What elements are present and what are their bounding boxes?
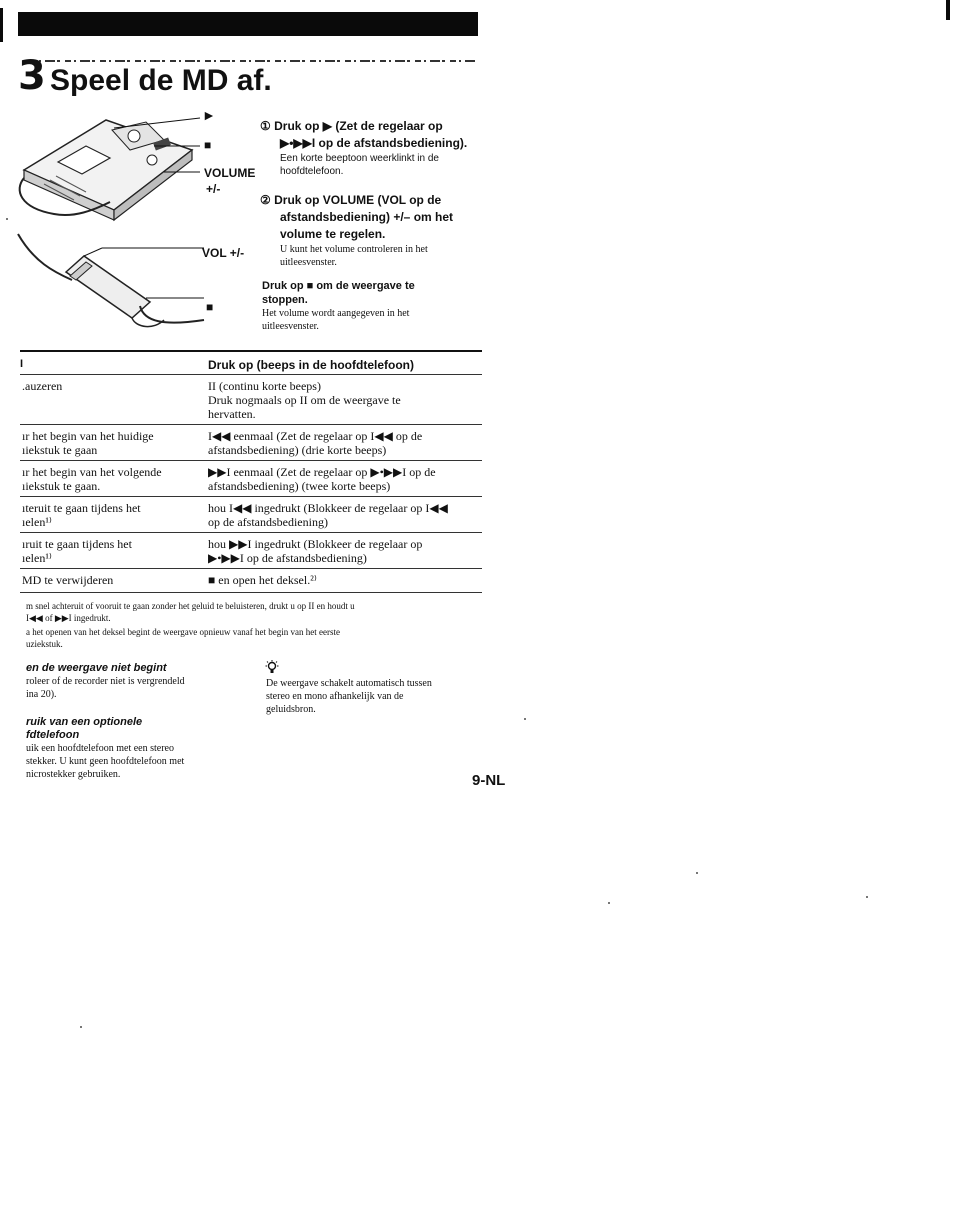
table-rule bbox=[20, 374, 482, 375]
scan-speck bbox=[608, 902, 610, 904]
remote-control-illustration bbox=[14, 232, 210, 334]
footnote-line: m snel achteruit of vooruit te gaan zonder het geluid te beluisteren, drukt u op II en houdt u bbox=[26, 601, 355, 611]
cell-text: ıelen¹⁾ bbox=[22, 515, 52, 529]
step-title-line: afstandsbediening) +/– om het bbox=[280, 210, 454, 224]
table-row-left bbox=[22, 379, 202, 393]
step-marker: ① bbox=[260, 119, 271, 133]
cell-text: .auzeren bbox=[22, 379, 63, 393]
table-row-right bbox=[208, 379, 484, 421]
table-rule bbox=[20, 424, 482, 425]
table-top-rule bbox=[20, 350, 482, 352]
page-title: Speel de MD af. bbox=[50, 64, 272, 97]
optional-heading: ruik van een optionele bbox=[26, 716, 143, 728]
scan-speck bbox=[524, 718, 526, 720]
cell-text: II (continu korte beeps) bbox=[208, 379, 321, 393]
scan-speck bbox=[866, 896, 868, 898]
edge-mark bbox=[946, 0, 950, 20]
stop-note bbox=[262, 279, 482, 333]
step-title-line: volume te regelen. bbox=[280, 227, 386, 241]
stop-note-body: uitleesvenster. bbox=[262, 321, 319, 332]
stop-callout: ■ bbox=[204, 138, 212, 152]
cell-text: afstandsbediening) (twee korte beeps) bbox=[208, 479, 391, 493]
table-header-left: I bbox=[20, 358, 24, 370]
tip-text bbox=[266, 677, 486, 716]
trouble-heading: en de weergave niet begint bbox=[26, 662, 167, 674]
footnote-line: I◀◀ of ▶▶I ingedrukt. bbox=[26, 613, 111, 623]
table-row-left bbox=[22, 465, 202, 493]
table-row-right bbox=[208, 573, 484, 587]
cell-text: hervatten. bbox=[208, 407, 256, 421]
table-header-right: Druk op (beeps in de hoofdtelefoon) bbox=[208, 358, 414, 372]
footnote-line: a het openen van het deksel begint de weergave opnieuw vanaf het begin van het eerste bbox=[26, 627, 340, 637]
cell-text: ▶▶I eenmaal (Zet de regelaar op ▶•▶▶I op de bbox=[208, 465, 436, 479]
step-title-line: Druk op ▶ (Zet de regelaar op bbox=[274, 119, 443, 133]
scan-speck bbox=[80, 1026, 82, 1028]
volume-pm-callout: +/- bbox=[206, 182, 221, 196]
cell-text: Druk nogmaals op II om de weergave te bbox=[208, 393, 401, 407]
optional-headphone-section bbox=[26, 716, 246, 781]
cell-text: op de afstandsbediening) bbox=[208, 515, 328, 529]
optional-body: stekker. U kunt geen hoofdtelefoon met bbox=[26, 756, 185, 767]
table-row-left bbox=[22, 537, 202, 565]
optional-body: nicrostekker gebruiken. bbox=[26, 769, 121, 780]
cell-text: afstandsbediening) (drie korte beeps) bbox=[208, 443, 387, 457]
step-1 bbox=[260, 118, 490, 178]
cell-text: MD te verwijderen bbox=[22, 573, 114, 587]
step-body-line: Een korte beeptoon weerklinkt in de bbox=[280, 153, 439, 164]
table-row-right bbox=[208, 537, 484, 565]
cell-text: ▶•▶▶I op de afstandsbediening) bbox=[208, 551, 367, 565]
cell-text: ır het begin van het huidige bbox=[22, 429, 154, 443]
md-recorder-illustration bbox=[14, 110, 206, 222]
cell-text: ıiekstuk te gaan bbox=[22, 443, 98, 457]
footnote-line: uziekstuk. bbox=[26, 639, 63, 649]
cell-text: I◀◀ eenmaal (Zet de regelaar op I◀◀ op de bbox=[208, 429, 423, 443]
tip-line: stereo en mono afhankelijk van de bbox=[266, 691, 404, 702]
step-body-line: U kunt het volume controleren in het bbox=[280, 244, 428, 255]
tip-line: De weergave schakelt automatisch tussen bbox=[266, 678, 432, 689]
scan-speck bbox=[696, 872, 698, 874]
table-row-left bbox=[22, 501, 202, 529]
cell-text: ıruit te gaan tijdens het bbox=[22, 537, 132, 551]
table-row-right bbox=[208, 465, 484, 493]
table-row-left bbox=[22, 573, 202, 587]
cell-text: hou ▶▶I ingedrukt (Blokkeer de regelaar op bbox=[208, 537, 423, 551]
scan-speck bbox=[6, 218, 8, 220]
trouble-section bbox=[26, 662, 246, 701]
edge-mark bbox=[0, 8, 3, 42]
play-callout: ► bbox=[202, 107, 216, 123]
cell-text: ■ en open het deksel.²⁾ bbox=[208, 573, 317, 587]
step-body-line: hoofdtelefoon. bbox=[280, 166, 344, 177]
page-number: 9-NL bbox=[472, 772, 506, 789]
table-row-right bbox=[208, 501, 484, 529]
table-rule bbox=[20, 532, 482, 533]
cell-text: ıteruit te gaan tijdens het bbox=[22, 501, 141, 515]
optional-body: uik een hoofdtelefoon met een stereo bbox=[26, 743, 174, 754]
header-bar bbox=[18, 12, 478, 36]
footnote-2 bbox=[26, 626, 486, 650]
trouble-body: roleer of de recorder niet is vergrendeld bbox=[26, 676, 185, 687]
step-title-line: Druk op VOLUME (VOL op de bbox=[274, 193, 442, 207]
step-body-line: uitleesvenster. bbox=[280, 257, 337, 268]
step-2 bbox=[260, 192, 490, 269]
stop-note-body: Het volume wordt aangegeven in het bbox=[262, 308, 410, 319]
cell-text: ıelen¹⁾ bbox=[22, 551, 52, 565]
cell-text: ır het begin van het volgende bbox=[22, 465, 162, 479]
trouble-body: ina 20). bbox=[26, 689, 57, 700]
optional-heading: fdtelefoon bbox=[26, 729, 80, 741]
remote-stop-callout: ■ bbox=[206, 300, 214, 314]
table-rule bbox=[20, 568, 482, 569]
table-row-right bbox=[208, 429, 484, 457]
table-row-left bbox=[22, 429, 202, 457]
step-title-line: ▶•▶▶I op de afstandsbediening). bbox=[280, 136, 468, 150]
lightbulb-icon bbox=[264, 660, 280, 676]
cell-text: ıiekstuk te gaan. bbox=[22, 479, 101, 493]
table-rule bbox=[20, 460, 482, 461]
table-rule bbox=[20, 592, 482, 593]
cell-text: hou I◀◀ ingedrukt (Blokkeer de regelaar op I◀◀ bbox=[208, 501, 448, 515]
footnote-1 bbox=[26, 600, 486, 624]
step-number: 3 bbox=[18, 53, 46, 99]
tip-line: geluidsbron. bbox=[266, 704, 316, 715]
table-rule bbox=[20, 496, 482, 497]
stop-note-title: Druk op ■ om de weergave te bbox=[262, 280, 415, 292]
volume-callout: VOLUME bbox=[204, 166, 256, 180]
stop-note-title: stoppen. bbox=[262, 294, 308, 306]
step-marker: ② bbox=[260, 193, 271, 207]
vol-remote-callout: VOL +/- bbox=[202, 246, 245, 260]
